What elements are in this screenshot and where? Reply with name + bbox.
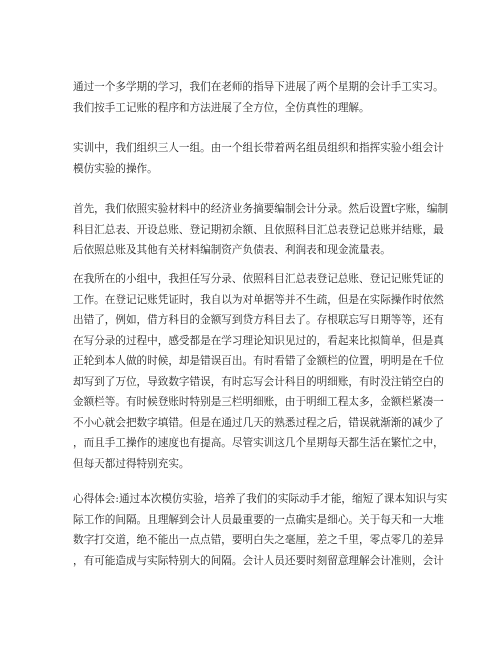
text-line: 数字打交道，绝不能出一点点错，要明白失之毫厘，差之千里，零点零几的差异: [73, 534, 444, 546]
text-line: 不小心就会把数字填错。但是在通过几天的熟悉过程之后，错误就渐渐的减少了: [73, 416, 444, 429]
paragraph-intro: [73, 77, 444, 118]
text-line: 金额栏等。有时候登账时特别是三栏明细账，由于明细工程太多，金额栏紧凑一: [73, 396, 444, 408]
text-line: ，有可能造成与实际特别大的间隔。会计人员还要时刻留意理解会计准则，会计: [73, 554, 444, 567]
text-line: 在写分录的过程中，感受都是在学习理论知识见过的，看起来比拟简单，但是真: [73, 334, 444, 347]
text-line: 但每天都过得特别充实。: [73, 457, 190, 470]
text-line: 实训中，我们组织三人一组。由一个组长带着两名组员组织和指挥实验小组会计: [73, 142, 444, 154]
text-line: 后依照总账及其他有关材料编制资产负债表、利润表和现金流量表。: [73, 244, 391, 256]
text-line: 模仿实验的操作。: [73, 162, 158, 175]
text-line: 科目汇总表、开设总账、登记期初余额、且依照科目汇总表登记总账并结账，最: [73, 223, 444, 236]
paragraph-my-work: [73, 269, 444, 474]
text-line: 出错了，例如，借方科目的金额写到贷方科目去了。存根联忘写日期等等，还有: [73, 314, 444, 326]
text-line: 正轮到本人做的时候，却是错误百出。有时看错了金额栏的位置，明明是在千位: [73, 355, 444, 367]
text-line: 通过一个多学期的学习，我们在老师的指导下进展了两个星期的会计手工实习。: [73, 81, 444, 93]
text-line: ，而且手工操作的速度也有提高。尽管实训这几个星期每天都生活在繁忙之中，: [73, 437, 444, 449]
text-line: 工作。在登记记账凭证时，我自以为对单据等并不生疏，但是在实际操作时依然: [73, 293, 444, 306]
text-line: 心得体会:通过本次模仿实验，培养了我们的实际动手才能，缩短了课本知识与实: [73, 493, 448, 505]
text-line: 在我所在的小组中，我担任写分录、依照科目汇总表登记总账、登记记账凭证的: [73, 273, 444, 285]
text-line: 际工作的间隔。且理解到会计人员最重要的一点确实是细心。关于每天和一大堆: [73, 513, 444, 526]
text-line: 却写到了万位，导致数字错误，有时忘写会计科目的明细账，有时没注销空白的: [73, 375, 444, 388]
paragraph-reflections: [73, 489, 448, 571]
text-line: 首先，我们依照实验材料中的经济业务摘要编制会计分录。然后设置t字账，编制: [73, 203, 449, 215]
text-line: 我们按手工记账的程序和方法进展了全方位，全仿真性的理解。: [73, 101, 370, 114]
paragraph-training-groups: [73, 138, 444, 179]
paragraph-procedure: [73, 199, 449, 261]
